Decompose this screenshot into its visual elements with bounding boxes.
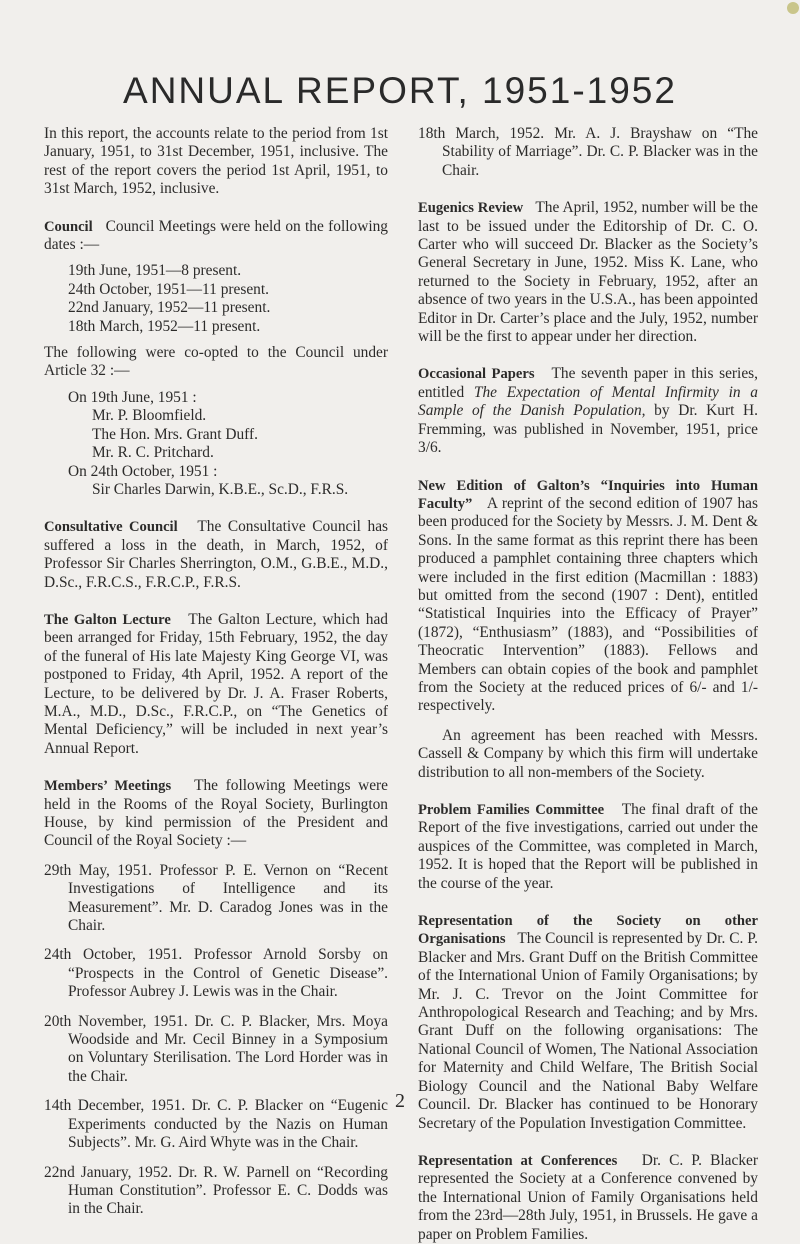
representation-text: The Council is represented by Dr. C. P. Blacker and Mrs. Grant Duff on the British Committee of the International Union of Family Organisations; by Mr. J. C. Trevor on the Joint Committee for Anthropological Research and Teaching; and by Mrs. Grant Duff on the following organisations: The National Council of Women, The National Association for Maternity and Child Welfare, The British Social Biology Council and the National Baby Welfare Council. Dr. Blacker has continued to be Honorary Secretary of the Population Investigation Committee.	[418, 930, 759, 1132]
council-section	[44, 218, 388, 255]
agreement-paragraph: An agreement has been reached with Messrs. Cassell & Company by which this firm will undertake distribution to all non-members of the Society.	[418, 726, 758, 781]
coopt-date: On 19th June, 1951 :	[68, 388, 197, 406]
representation-heading: Representation of the Society on other Organisations	[418, 913, 758, 948]
coopted-list	[44, 389, 388, 499]
council-date: 19th June, 1951—8 present.	[68, 262, 242, 280]
galton-text: The Galton Lecture, which had been arranged for Friday, 15th February, 1952, the day of the funeral of His late Majesty King George VI, was postponed to Friday, 4th April, 1952. A report of the Lecture, to be delivered by Dr. J. A. Fraser Roberts, M.A., M.D., D.Sc., F.R.C.P., on “The Genetics of Mental Deficiency,” will be included in next year’s Annual Report.	[44, 610, 388, 757]
coopt-name: Mr. P. Bloomfield.	[92, 407, 207, 425]
conferences-text: Dr. C. P. Blacker represented the Society at a Conference convened by the International Union of Family Organisations held from the 23rd—28th July, 1951, in Brussels. He gave a paper on Problem Families.	[418, 1151, 758, 1243]
meeting-entry: 29th May, 1951. Professor P. E. Vernon on “Recent Investigations of Intelligence and its Measurement”. Mr. D. Caradog Jones was in the Chair.	[44, 861, 388, 935]
occasional-text: The seventh paper in this series, entitled	[418, 365, 758, 401]
problem-heading: Problem Families Committee	[418, 802, 605, 818]
review-section	[418, 199, 758, 346]
page-title: ANNUAL REPORT, 1951-1952	[123, 70, 677, 111]
coopt-name: Mr. R. C. Pritchard.	[92, 444, 214, 462]
coopted-text: The following were co-opted to the Council under Article 32 :—	[44, 344, 388, 380]
council-heading: Council	[44, 218, 93, 235]
page-number: 2	[395, 1090, 405, 1112]
meeting-entry: 18th March, 1952. Mr. A. J. Brayshaw on “The Stability of Marriage”. Dr. C. P. Blacker was in the Chair.	[418, 125, 758, 179]
coopt-date: On 24th October, 1951 :	[68, 462, 218, 480]
meeting-entry: 14th December, 1951. Dr. C. P. Blacker on “Eugenic Experiments conducted by the Nazis on Human Subjects”. Mr. G. Aird Whyte was in the Chair.	[44, 1097, 388, 1152]
council-date: 24th October, 1951—11 present.	[68, 280, 269, 298]
conferences-heading: Representation at Conferences	[418, 1152, 618, 1169]
occasional-section	[418, 365, 758, 457]
consultative-heading: Consultative Council	[44, 519, 178, 536]
meeting-entry: 20th November, 1951. Dr. C. P. Blacker, Mrs. Moya Woodside and Mr. Cecil Binney in a Symposium on Voluntary Sterilisation. The Lord Horder was in the Chair.	[44, 1012, 388, 1085]
members-text: The following Meetings were held in the Rooms of the Royal Society, Burlington House, by kind permission of the President and Council of the Royal Society :—	[44, 777, 388, 850]
council-date: 18th March, 1952—11 present.	[68, 317, 261, 335]
galton-section	[44, 611, 388, 758]
coopt-name: Sir Charles Darwin, K.B.E., Sc.D., F.R.S.	[92, 480, 349, 498]
left-column	[44, 125, 388, 1219]
consultative-text: The Consultative Council has suffered a loss in the death, in March, 1952, of Professor Sir Charles Sherrington, O.M., G.B.E., M.D., D.Sc., F.R.C.S., F.R.C.P., F.R.S.	[44, 518, 389, 591]
conferences-section	[418, 1152, 758, 1244]
council-text: Council Meetings were held on the following dates :—	[44, 217, 388, 254]
occasional-text-end: by Dr. Kurt H. Fremming, was published in November, 1951, price 3/6.	[418, 402, 758, 457]
galton-edition-text: A reprint of the second edition of 1907 has been produced for the Society by Messrs. J. M. Dent & Sons. In the same format as this reprint there has been produced a pamphlet containing three chapters which were included in the first edition (Macmillan : 1883) but omitted from the second (1907 : Dent), entitled “Statistical Inquiries into the Efficacy of Prayer” (1872), “Enthusiasm” (1883), and “Possibilities of Theocratic Intervention” (1883). Fellows and Members can obtain copies of the book and pamphlet from the Society at the reduced prices of 6/- and 1/- respectively.	[418, 494, 758, 715]
meeting-entry: 24th October, 1951. Professor Arnold Sorsby on “Prospects in the Control of Genetic Disease”. Professor Aubrey J. Lewis was in the Chair.	[44, 946, 388, 1001]
consultative-section	[44, 518, 388, 592]
review-heading: Eugenics Review	[418, 200, 524, 217]
problem-text: The final draft of the Report of the five investigations, carried out under the auspices of the Committee, was completed in March, 1952. It is hoped that the Report will be published in the course of the year.	[418, 801, 758, 892]
right-column	[418, 125, 758, 1244]
review-text: The April, 1952, number will be the last to be issued under the Editorship of Dr. C. O. Carter who will succeed Dr. Blacker as the Society’s General Secretary in June, 1952. Miss K. Lane, who returned to the Society in February, 1952, after an absence of two years in the U.S.A., has been appointed Editor in Dr. Carter’s place and the July, 1952, number will be the first to appear under her direction.	[418, 199, 758, 346]
intro-paragraph: In this report, the accounts relate to the period from 1st January, 1951, to 31st December, 1951, inclusive. The rest of the report covers the period 1st April, 1951, to 31st March, 1952, inclusive.	[44, 125, 388, 198]
members-heading: Members’ Meetings	[44, 778, 172, 795]
galton-edition-heading: New Edition of Galton’s “Inquiries into Human Faculty”	[418, 477, 758, 512]
occasional-heading: Occasional Papers	[418, 366, 535, 383]
coopt-name: The Hon. Mrs. Grant Duff.	[92, 425, 258, 443]
council-dates-list	[44, 262, 388, 336]
corner-mark	[787, 2, 799, 14]
problem-section	[418, 801, 758, 893]
galton-edition-section	[418, 477, 758, 716]
occasional-title: The Expectation of Mental Infirmity in a Sample of the Danish Population,	[418, 383, 758, 420]
galton-heading: The Galton Lecture	[44, 611, 171, 628]
meeting-entry: 22nd January, 1952. Dr. R. W. Parnell on “Recording Human Constitution”. Professor E. C. Dodds was in the Chair.	[44, 1163, 388, 1218]
council-date: 22nd January, 1952—11 present.	[68, 299, 271, 317]
members-section	[44, 777, 388, 851]
